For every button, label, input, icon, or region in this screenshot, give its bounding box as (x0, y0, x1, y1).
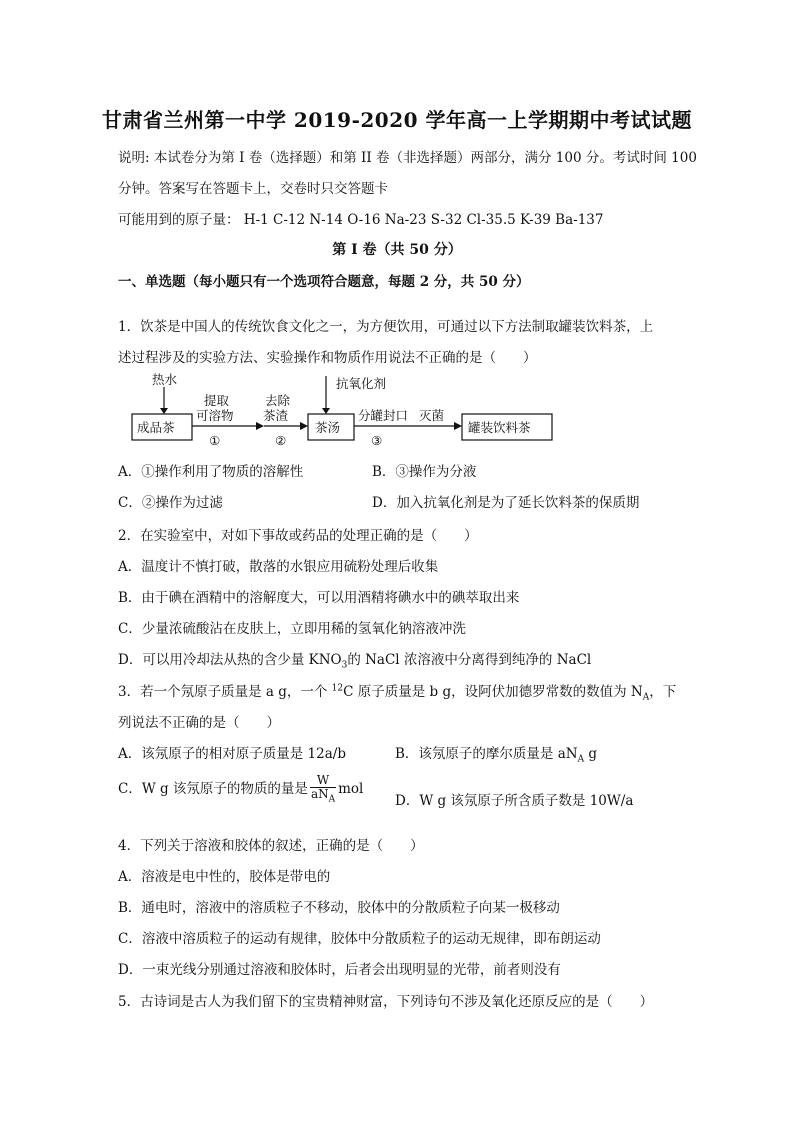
step1-mid: 可溶物 (196, 408, 234, 423)
step1-num: ① (209, 433, 221, 448)
step3-arrowhead (454, 422, 462, 430)
section-heading: 第 I 卷（共 50 分） (332, 242, 462, 258)
step2-arrowhead (300, 422, 308, 430)
q2-option-d-pre: D．可以用冷却法从热的含少量 KNO (118, 652, 342, 668)
step1-top: 提取 (204, 393, 230, 408)
q3-stem-b: C 原子质量是 b g，设阿伏加德罗常数的数值为 N (343, 684, 643, 700)
q3-stem-sub: A (642, 692, 650, 703)
q3-fraction-numerator: W (310, 774, 336, 788)
q1-option-a: A．①操作利用了物质的溶解性 (118, 464, 304, 480)
page-title: 甘肃省兰州第一中学 2019-2020 学年高一上学期期中考试试题 (101, 108, 693, 132)
box-finished-tea-label: 成品茶 (137, 420, 175, 435)
q3-option-a: A．该氖原子的相对原子质量是 12a/b (118, 746, 346, 762)
q1-option-c: C．②操作为过滤 (118, 495, 223, 511)
q3-option-b-sub: A (577, 754, 585, 765)
q3-stem-c: ，下 (649, 684, 677, 700)
q3-option-b-post: g (584, 746, 598, 762)
antioxidant-label: 抗氧化剂 (336, 376, 387, 391)
q2-option-b: B．由于碘在酒精中的溶解度大，可以用酒精将碘水中的碘萃取出来 (118, 590, 520, 606)
q4-option-a: A．溶液是电中性的，胶体是带电的 (118, 869, 331, 885)
q2-option-a: A．温度计不慎打破，散落的水银应用硫粉处理后收集 (118, 559, 439, 575)
q1-option-d: D．加入抗氧化剂是为了延长饮料茶的保质期 (372, 495, 640, 511)
q3-option-c-post: mol (338, 781, 364, 798)
step4-label: 灭菌 (419, 408, 445, 423)
q3-option-c (118, 774, 363, 805)
step3-num: ③ (371, 433, 383, 448)
q3-stem-sup: 12 (331, 683, 344, 694)
q2-stem: 2．在实验室中，对如下事故或药品的处理正确的是（ ） (118, 528, 478, 544)
q3-option-c-fraction (310, 774, 336, 805)
q3-option-d: D．W g 该氖原子所含质子数是 10W/a (395, 793, 634, 809)
tea-process-diagram (118, 372, 578, 452)
q3-option-b (395, 742, 597, 765)
q3-option-c-pre: C．W g 该氖原子的物质的量是 (118, 781, 308, 798)
step2-top: 去除 (265, 393, 291, 408)
step3-mid: 分罐封口 (358, 408, 409, 423)
q4-stem: 4．下列关于溶液和胶体的叙述，正确的是（ ） (118, 838, 424, 854)
q5-stem: 5．古诗词是古人为我们留下的宝贵精神财富，下列诗句不涉及氧化还原反应的是（ ） (118, 994, 654, 1010)
part-heading: 一、单选题（每小题只有一个选项符合题意，每题 2 分，共 50 分） (118, 274, 530, 290)
q2-option-d-post: 的 NaCl 浓溶液中分离得到纯净的 NaCl (347, 652, 592, 668)
q4-option-b: B．通电时，溶液中的溶质粒子不移动，胶体中的分散质粒子向某一极移动 (118, 900, 560, 916)
q1-option-b: B．③操作为分液 (372, 464, 477, 480)
q3-fraction-den-text: aN (310, 787, 329, 802)
step1-arrowhead (256, 422, 264, 430)
q3-stem-line-1 (118, 680, 676, 703)
step2-mid: 茶渣 (263, 408, 289, 423)
step2-num: ② (275, 433, 287, 448)
q2-option-c: C．少量浓硫酸沾在皮肤上，立即用稀的氢氧化钠溶液冲洗 (118, 621, 466, 637)
intro-line-1: 说明: 本试卷分为第 I 卷（选择题）和第 II 卷（非选择题）两部分，满分 100 分。考试时间 100 (118, 150, 697, 166)
q3-option-b-pre: B．该氖原子的摩尔质量是 aN (395, 746, 578, 762)
atomic-masses: 可能用到的原子量： H-1 C-12 N-14 O-16 Na-23 S-32 Cl-35.5 K-39 Ba-137 (118, 212, 604, 228)
q2-option-d (118, 648, 591, 671)
antioxidant-arrowhead (322, 408, 330, 414)
q3-fraction-den-sub: A (328, 794, 336, 805)
q3-stem-line-2: 列说法不正确的是（ ） (118, 715, 280, 731)
hot-water-arrowhead (160, 408, 168, 414)
q4-option-d: D．一束光线分别通过溶液和胶体时，后者会出现明显的光带，前者则没有 (118, 962, 561, 978)
q1-stem-line-2: 述过程涉及的实验方法、实验操作和物质作用说法不正确的是（ ） (118, 350, 537, 366)
hot-water-label: 热水 (152, 372, 178, 387)
box-canned-tea-label: 罐装饮料茶 (468, 420, 531, 435)
q1-stem-line-1: 1．饮茶是中国人的传统饮食文化之一，为方便饮用，可通过以下方法制取罐装饮料茶，上 (118, 319, 654, 335)
intro-line-2: 分钟。答案写在答题卡上，交卷时只交答题卡 (118, 181, 388, 197)
q3-fraction-denominator (310, 788, 336, 805)
q3-stem-a: 3．若一个氖原子质量是 a g，一个 (118, 684, 332, 700)
q2-option-d-sub: 3 (341, 660, 348, 671)
box-tea-soup-label: 茶汤 (315, 420, 341, 435)
q4-option-c: C．溶液中溶质粒子的运动有规律，胶体中分散质粒子的运动无规律，即布朗运动 (118, 931, 601, 947)
